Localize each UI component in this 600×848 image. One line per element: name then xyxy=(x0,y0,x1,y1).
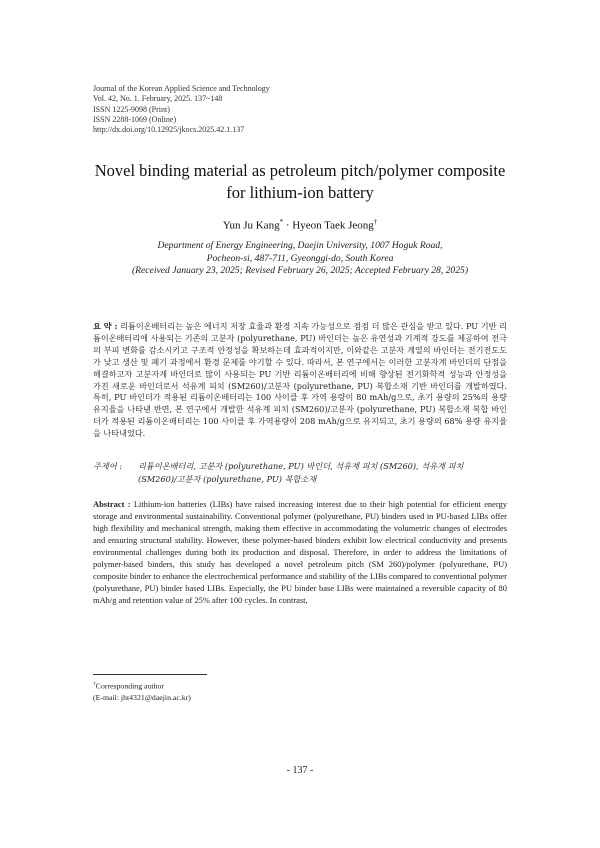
english-abstract xyxy=(93,498,507,606)
english-abstract-label: Abstract : xyxy=(93,499,131,509)
keywords-line-1: 리튬이온배터리, 고분자 (polyurethane, PU) 바인더, 석유계 피치 (SM260), 석유계 피치 xyxy=(138,461,464,471)
affiliation-line-2: Pocheon-si, 487-711, Gyeonggi-do, South Korea xyxy=(206,252,394,264)
corresponding-author: Corresponding author xyxy=(95,681,164,691)
page-number: - 137 - xyxy=(286,765,314,776)
korean-abstract-text: 리튬이온배터리는 높은 에너지 저장 효율과 환경 지속 가능성으로 점점 더 많은 관심을 받고 있다. PU 기반 리튬이온배터리에 사용되는 기존의 고분자 (polyurethane, PU) 바인더는 높은 유연성과 기계적 강도를 제공하여 전극의 부피 변화를 감소시키고 구조적 안정성을 확보하는데 효과적이지만, 이와같은 고분자 계열의 바인더는 전기전도도가 낮고 생산 및 폐기 과정에서 환경 문제를 야기할 수 있다. 따라서, 본 연구에서는 이러한 고분자계 바인더의 단점을 해결하고자 고분자계 바인더로 많이 사용되는 PU 기반 리튬이온배터리에 비해 향상된 전기화학적 성능과 안정성을 가진 새로운 바인더로서 석유계 피치 (SM260)/고분자 (polyurethane, PU) 복합소재 기반 바인더를 개발하였다. 특히, PU 바인더가 적용된 리튬이온배터리는 100 사이클 후 가역 용량이 80 mAh/g으로, 초기 용량의 25%의 용량 유지율을 나타낸 반면, 본 연구에서 개발한 석유계 피치 (SM260)/고분자 (polyurethane, PU) 복합소재 복합 바인더가 적용된 리튬이온배터리는 100 사이클 후 가역용량이 208 mAh/g으로 유지되고, 초기 용량의 68% 용량 유지율을 나타내었다. xyxy=(93,321,507,439)
title-line-2: for lithium-ion battery xyxy=(226,183,374,202)
author-list xyxy=(60,218,540,232)
author-1: Yun Ju Kang xyxy=(222,219,280,232)
journal-info xyxy=(93,84,270,135)
keywords-label: 주제어 : xyxy=(93,461,123,471)
journal-volume: Vol. 42, No. 1. February, 2025. 137~148 xyxy=(93,94,223,104)
footnote-mark: † xyxy=(93,681,96,687)
korean-abstract-label: 요 약 : xyxy=(93,321,118,331)
keywords-line-2: (SM260)/고분자 (polyurethane, PU) 복합소재 xyxy=(138,473,317,484)
issn-online: ISSN 2288-1069 (Online) xyxy=(93,114,177,124)
paper-title xyxy=(60,160,540,204)
journal-name: Journal of the Korean Applied Science and Technology xyxy=(93,84,270,93)
author-2: Hyeon Taek Jeong xyxy=(292,219,374,232)
footnote-divider xyxy=(93,674,207,675)
issn-print: ISSN 1225-9098 (Print) xyxy=(93,104,170,114)
english-abstract-text: Lithium-ion batteries (LIBs) have raised increasing interest due to their high potential for efficient energy storage and environmental sustainability. Conventional polymer (polyurethane, PU) binders used in PU-based LIBs offer high flexibility and mechanical strength, making them effective in accommodating the volumetric changes of electrodes and ensuring structural stability. However, these polymer-based binders exhibit low electrical conductivity and presents environmental challenges during both its production and disposal. Therefore, in order to address the limitations of polymer-based binders, this study has developed a novel petroleum pitch (SM 260)/polymer (polyurethane, PU) composite binder to enhance the electrochemical performance and stability of the LIBs compared to conventional polymer (polyurethane, PU) binder based LIBs. Especially, the PU binder base LIBs were maintained a reversible capacity of 80 mAh/g and retention value of 25% after 100 cycles. In contrast, xyxy=(93,499,507,606)
keywords xyxy=(93,460,507,485)
author-separator: · xyxy=(285,219,290,232)
korean-abstract xyxy=(93,321,507,440)
footnote xyxy=(93,679,191,703)
author-2-mark: † xyxy=(373,218,378,226)
corresponding-email: (E-mail: jht4321@daejin.ac.kr) xyxy=(93,692,191,702)
author-1-mark: * xyxy=(279,218,284,226)
title-line-1: Novel binding material as petroleum pitch/polymer composite xyxy=(94,161,506,180)
affiliation-line-1: Department of Energy Engineering, Daejin University, 1007 Hoguk Road, xyxy=(157,240,443,251)
affiliation xyxy=(60,240,540,278)
received-dates: (Received January 23, 2025; Revised February 26, 2025; Accepted February 28, 2025) xyxy=(131,265,469,277)
doi-link[interactable]: http://dx.doi.org/10.12925/jkocs.2025.42.1.137 xyxy=(93,125,245,135)
